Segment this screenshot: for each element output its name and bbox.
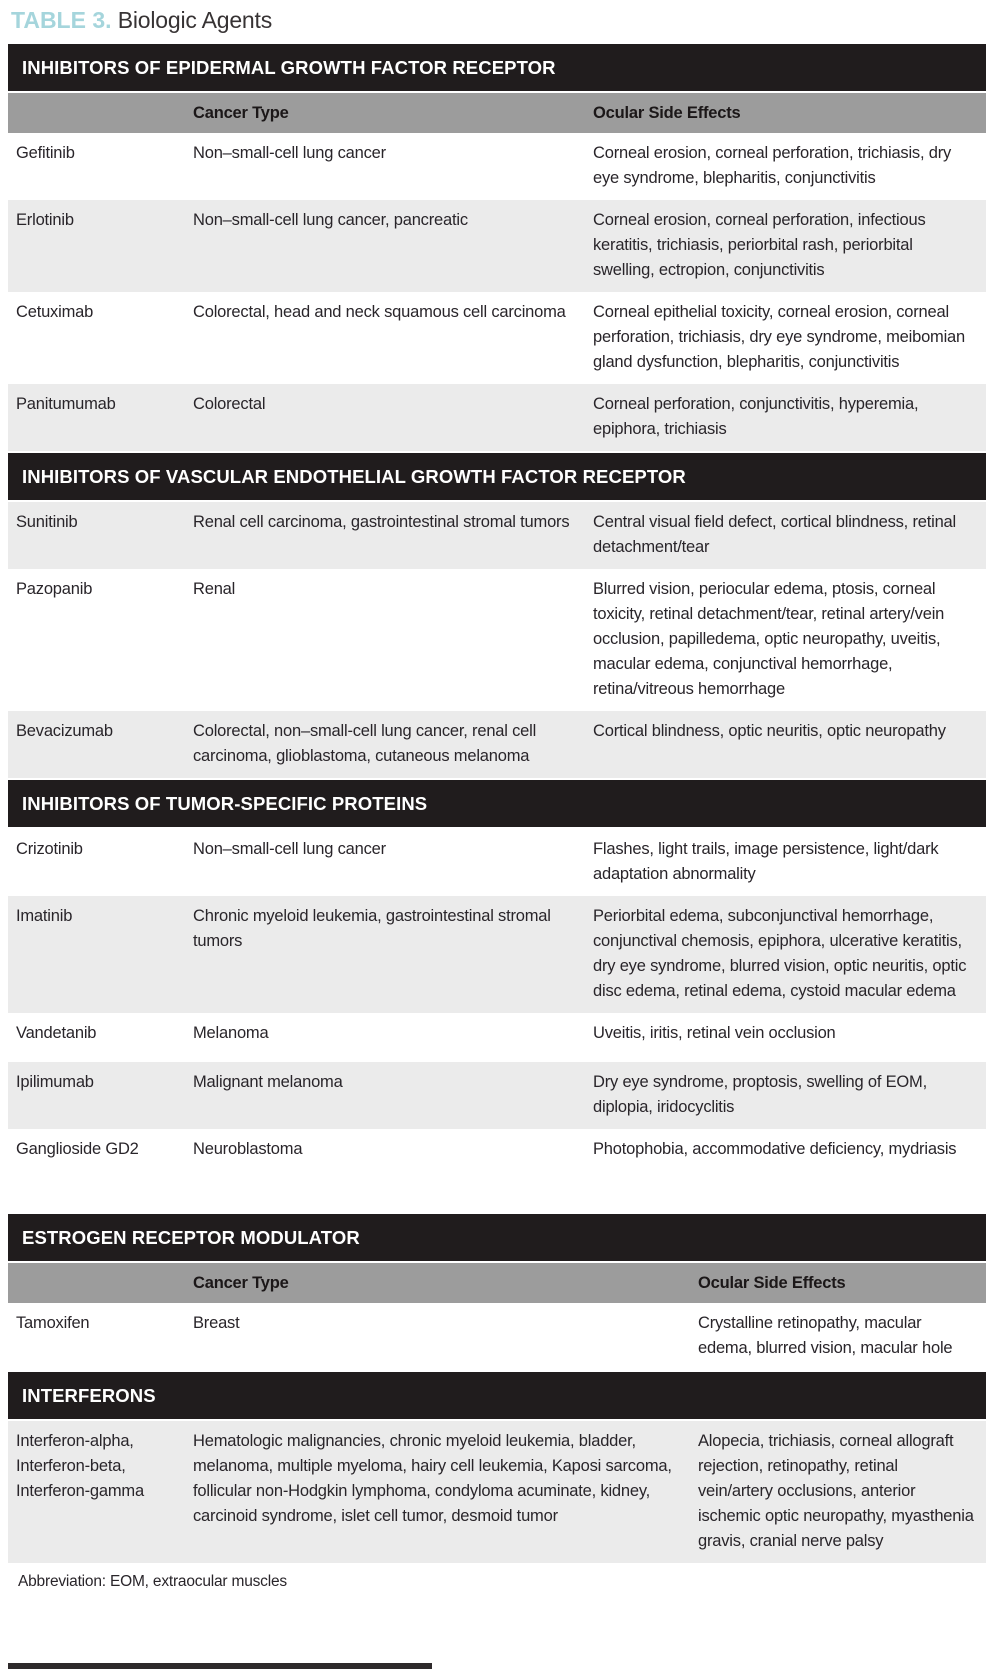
section-header-estrogen: ESTROGEN RECEPTOR MODULATOR <box>8 1214 986 1261</box>
ocular-side-effects-cell: Corneal perforation, conjunctivitis, hyperemia, epiphora, trichiasis <box>593 395 919 438</box>
table-row <box>8 896 986 1013</box>
ocular-side-effects-cell: Corneal erosion, corneal perforation, trichiasis, dry eye syndrome, blepharitis, conjunctivitis <box>593 144 952 187</box>
cancer-type-cell: Hematologic malignancies, chronic myeloid leukemia, bladder, melanoma, multiple myeloma, hairy cell leukemia, Kaposi sarcoma, follicular non-Hodgkin lymphoma, condyloma acuminate, kidney, carcinoid syndrome, islet cell tumor, desmoid tumor <box>193 1432 672 1525</box>
cancer-type-cell: Non–small-cell lung cancer <box>193 840 386 858</box>
column-header-row <box>8 93 986 133</box>
table-biologic-agents-2 <box>8 1214 986 1563</box>
cancer-type-cell: Colorectal, non–small-cell lung cancer, renal cell carcinoma, glioblastoma, cutaneous melanoma <box>193 722 537 765</box>
ocular-side-effects-cell: Central visual field defect, cortical blindness, retinal detachment/tear <box>593 513 956 556</box>
table-row <box>8 1062 986 1129</box>
page-title <box>11 7 986 33</box>
table-row <box>8 292 986 384</box>
drug-name-cell: Pazopanib <box>16 580 93 598</box>
ocular-side-effects-cell: Crystalline retinopathy, macular edema, blurred vision, macular hole <box>698 1314 953 1357</box>
table-gap <box>8 1178 986 1212</box>
table-row <box>8 1129 986 1178</box>
cancer-type-cell: Chronic myeloid leukemia, gastrointestinal stromal tumors <box>193 907 551 950</box>
table-row <box>8 569 986 711</box>
ocular-side-effects-cell: Flashes, light trails, image persistence, light/dark adaptation abnormality <box>593 840 939 883</box>
table-row <box>8 1303 986 1370</box>
table-number-label: TABLE 3. <box>11 7 112 33</box>
drug-name-cell: Erlotinib <box>16 211 74 229</box>
ocular-side-effects-cell: Uveitis, iritis, retinal vein occlusion <box>593 1024 836 1042</box>
column-header-ocular-side-effects: Ocular Side Effects <box>698 1273 846 1292</box>
drug-name-cell: Cetuximab <box>16 303 94 321</box>
ocular-side-effects-cell: Cortical blindness, optic neuritis, optic neuropathy <box>593 722 946 740</box>
drug-name-cell: Panitumumab <box>16 395 116 413</box>
section-rows-interferons <box>8 1421 986 1563</box>
ocular-side-effects-cell: Corneal epithelial toxicity, corneal erosion, corneal perforation, trichiasis, dry eye syndrome, meibomian gland dysfunction, blepharitis, conjunctivitis <box>593 303 966 371</box>
section-header-tumor-specific: INHIBITORS OF TUMOR-SPECIFIC PROTEINS <box>8 780 986 827</box>
table-row <box>8 829 986 896</box>
ocular-side-effects-cell: Blurred vision, periocular edema, ptosis, corneal toxicity, retinal detachment/tear, retinal artery/vein occlusion, papilledema, optic neuropathy, uveitis, macular edema, conjunctival hemorrhage, retina/vitreous hemorrhage <box>593 580 945 698</box>
drug-name-cell: Vandetanib <box>16 1024 97 1042</box>
section-rows-estrogen <box>8 1303 986 1370</box>
ocular-side-effects-cell: Dry eye syndrome, proptosis, swelling of EOM, diplopia, iridocyclitis <box>593 1073 927 1116</box>
ocular-side-effects-cell: Corneal erosion, corneal perforation, infectious keratitis, trichiasis, periorbital rash, periorbital swelling, ectropion, conjunctivitis <box>593 211 926 279</box>
drug-name-cell: Gefitinib <box>16 144 75 162</box>
cancer-type-cell: Breast <box>193 1314 240 1332</box>
table-row <box>8 384 986 451</box>
drug-name-cell: Sunitinib <box>16 513 78 531</box>
cancer-type-cell: Renal cell carcinoma, gastrointestinal stromal tumors <box>193 513 570 531</box>
drug-name-cell: Imatinib <box>16 907 73 925</box>
section-rows-tumor-specific <box>8 829 986 1178</box>
table-title-text: Biologic Agents <box>117 7 273 33</box>
table-row <box>8 711 986 778</box>
section-header-interferons: INTERFERONS <box>8 1372 986 1419</box>
column-header-ocular-side-effects: Ocular Side Effects <box>593 103 741 122</box>
section-header-vegf: INHIBITORS OF VASCULAR ENDOTHELIAL GROWTH FACTOR RECEPTOR <box>8 453 986 500</box>
drug-name-cell: Ipilimumab <box>16 1073 94 1091</box>
section-header-egfr: INHIBITORS OF EPIDERMAL GROWTH FACTOR RECEPTOR <box>8 44 986 91</box>
cancer-type-cell: Renal <box>193 580 236 598</box>
table-row <box>8 1013 986 1062</box>
section-rows-vegf <box>8 502 986 778</box>
cancer-type-cell: Malignant melanoma <box>193 1073 343 1091</box>
drug-name-cell: Bevacizumab <box>16 722 113 740</box>
table-row <box>8 133 986 200</box>
drug-name-cell: Crizotinib <box>16 840 83 858</box>
column-header-cancer-type: Cancer Type <box>193 1273 289 1292</box>
table-row <box>8 200 986 292</box>
drug-name-cell: Interferon-alpha, Interferon-beta, Interferon-gamma <box>16 1432 144 1500</box>
drug-name-cell: Ganglioside GD2 <box>16 1140 139 1158</box>
column-header-cancer-type: Cancer Type <box>193 103 289 122</box>
section-rows-egfr <box>8 133 986 451</box>
cancer-type-cell: Colorectal <box>193 395 266 413</box>
ocular-side-effects-cell: Photophobia, accommodative deficiency, mydriasis <box>593 1140 957 1158</box>
cancer-type-cell: Colorectal, head and neck squamous cell carcinoma <box>193 303 566 321</box>
cancer-type-cell: Neuroblastoma <box>193 1140 303 1158</box>
document <box>0 7 994 1591</box>
drug-name-cell: Tamoxifen <box>16 1314 90 1332</box>
ocular-side-effects-cell: Periorbital edema, subconjunctival hemorrhage, conjunctival chemosis, epiphora, ulcerative keratitis, dry eye syndrome, blurred vision, optic neuritis, optic disc edema, retinal edema, cystoid macular edema <box>593 907 967 1000</box>
next-element-cutoff-strip <box>8 1663 432 1669</box>
ocular-side-effects-cell: Alopecia, trichiasis, corneal allograft rejection, retinopathy, retinal vein/artery occlusions, anterior ischemic optic neuropathy, myasthenia gravis, cranial nerve palsy <box>698 1432 974 1550</box>
table-row <box>8 502 986 569</box>
table-row <box>8 1421 986 1563</box>
cancer-type-cell: Melanoma <box>193 1024 269 1042</box>
table-biologic-agents-1 <box>8 44 986 1178</box>
cancer-type-cell: Non–small-cell lung cancer, pancreatic <box>193 211 468 229</box>
cancer-type-cell: Non–small-cell lung cancer <box>193 144 386 162</box>
column-header-row <box>8 1263 986 1303</box>
abbreviation-footnote: Abbreviation: EOM, extraocular muscles <box>18 1573 287 1590</box>
